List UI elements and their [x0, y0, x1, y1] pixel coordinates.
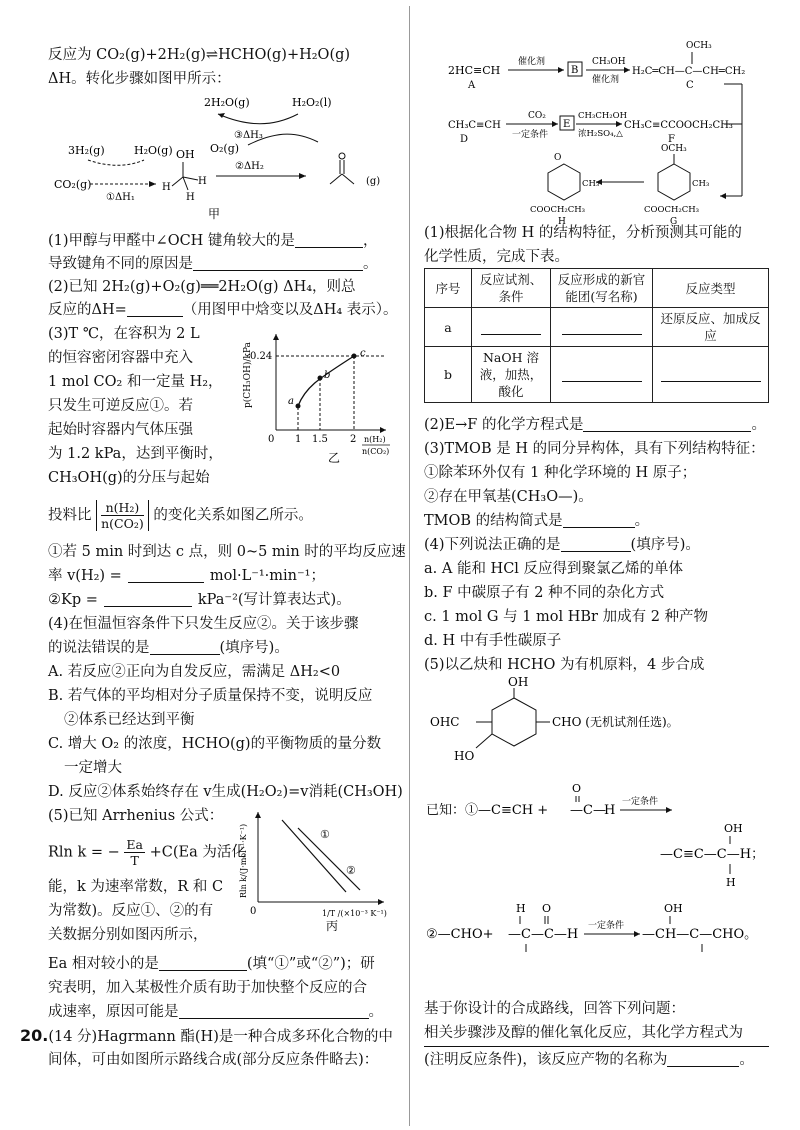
column-divider — [409, 6, 410, 1126]
fig-jia-g: (g) — [366, 176, 381, 187]
fig-jia-o2: O₂(g) — [210, 142, 240, 155]
route-g-sub: COOCH₂CH₃ — [644, 205, 700, 215]
q2-line1: (2)已知 2H₂(g)+O₂(g)══2H₂O(g) ΔH₄，则总 — [48, 279, 356, 295]
route-a: 2HC≡CH — [448, 64, 501, 77]
route-h-sub: COOCH₂CH₃ — [530, 205, 586, 215]
route-h-o: O — [554, 153, 562, 163]
p3-line4: TMOB 的结构简式是 。 — [424, 513, 650, 529]
k1-oh: OH — [724, 822, 743, 835]
q3-sub1: ①若 5 min 时到达 c 点，则 0~5 min 时的平均反应速 — [48, 544, 406, 560]
fig-yi-x0: 0 — [268, 434, 275, 445]
q3-line5: 起始时容器内气体压强 — [48, 422, 193, 438]
q2-blank[interactable] — [127, 302, 183, 317]
k1-h2: H — [726, 876, 736, 889]
target-molecule — [424, 676, 769, 766]
route-c-label: C — [686, 80, 694, 91]
q3-line2: 的恒容密闭容器中充入 — [48, 350, 193, 366]
k2-oh: OH — [664, 902, 683, 915]
table-cell: a — [425, 308, 472, 347]
figure-yi — [236, 326, 393, 466]
route-g-ch3: CH₃ — [692, 179, 710, 189]
fig-yi-caption: 乙 — [328, 451, 341, 465]
route-g-och3: OCH₃ — [661, 144, 687, 154]
q4-option-a: A. 若反应②正向为自发反应，需满足 ΔH₂<0 — [48, 664, 341, 680]
p3-line2: ①除苯环外仅有 1 种化学环境的 H 原子； — [424, 465, 697, 481]
route-d-label: D — [460, 134, 469, 145]
route-box-e: E — [563, 119, 571, 130]
figure-jia — [48, 92, 393, 224]
q20-line1: 20.(14 分)Hagrmann 酯(H)是一种合成多环化合物的中 — [20, 1026, 393, 1045]
route-ch3oh: CH₃OH — [592, 57, 626, 67]
known-label: 已知：① — [426, 803, 479, 818]
p4-option-d: d. H 中有手性碳原子 — [424, 633, 562, 649]
p1-line1: (1)根据化合物 H 的结构特征，分析预测其可能的 — [424, 225, 742, 241]
reaction-equation: 反应为 CO₂(g)+2H₂(g)⇌HCHO(g)+H₂O(g) — [48, 47, 351, 63]
fig-bing-l1: ① — [320, 828, 330, 841]
route-f-label: F — [668, 134, 675, 145]
q3-kp-blank[interactable] — [104, 592, 192, 607]
route-a-label: A — [468, 80, 476, 91]
fig-jia-h1: H — [162, 182, 171, 193]
p4-option-a: a. A 能和 HCl 反应得到聚氯乙烯的单体 — [424, 561, 684, 577]
p4-line1: (4)下列说法正确的是 (填序号)。 — [424, 537, 700, 553]
table-row — [425, 347, 769, 403]
q5-line5: 关数据分别如图丙所示， — [48, 927, 208, 943]
fig-yi-ylabel: p(CH₃OH)/kPa — [243, 342, 253, 408]
fig-bing-xlabel: 1/T /(×10⁻³ K⁻¹) — [322, 909, 387, 918]
p4-option-b: b. F 中碳原子有 2 种不同的杂化方式 — [424, 585, 665, 601]
q5-arrhenius: Rln k = − $\frac{Ea}{T}$ +C(Ea 为活化 — [48, 837, 246, 868]
table-cell-blank[interactable] — [551, 347, 653, 403]
fig-yi-pa: a — [288, 396, 294, 407]
q4-option-b2: ②体系已经达到平衡 — [64, 712, 195, 728]
p8-blank[interactable] — [667, 1052, 739, 1067]
table-header: 反应形成的新官能团(写名称) — [551, 269, 653, 308]
fig-bing-l2: ② — [346, 864, 356, 877]
fig-jia-2h2o: 2H₂O(g) — [204, 96, 250, 109]
p3-line3: ②存在甲氧基(CH₃O—)。 — [424, 489, 593, 505]
svg-text:—C—C—H: —C—C—H — [508, 927, 579, 942]
route-d: CH₃C≡CH — [448, 120, 501, 131]
k2-cond: 一定条件 — [588, 921, 625, 931]
q1-blank2[interactable] — [193, 256, 363, 271]
route-f: CH₃C≡CCOOCH₂CH₃ — [624, 120, 733, 131]
route-c: H₂C═CH—C—CH═CH₂ — [632, 66, 746, 77]
fig-jia-h2og: H₂O(g) — [134, 144, 173, 157]
route-cat: 催化剂 — [518, 57, 546, 67]
table-row — [425, 308, 769, 347]
table-header: 反应试剂、条件 — [472, 269, 551, 308]
fig-yi-xnum: n(H₂) — [364, 435, 386, 444]
q20-line2: 间体，可由如图所示路线合成(部分反应条件略去)： — [48, 1052, 379, 1068]
table-cell: 还原反应、加成反应 — [653, 308, 769, 347]
q3-line7: CH₃OH(g)的分压与起始 — [48, 470, 210, 486]
q4-option-c2: 一定增大 — [64, 760, 122, 776]
q3-line3: 1 mol CO₂ 和一定量 H₂， — [48, 374, 223, 390]
q5-fraction: $\frac{Ea}{T}$ — [126, 837, 143, 868]
q4-line2: 的说法错误的是 (填序号)。 — [48, 640, 289, 656]
k1-cond: 一定条件 — [622, 797, 659, 807]
property-table — [424, 268, 769, 403]
route-h2so4: 浓H₂SO₄,△ — [578, 129, 623, 139]
route-cat2: 催化剂 — [592, 75, 620, 85]
p3-blank[interactable] — [563, 513, 635, 528]
target-ho: HO — [454, 749, 475, 763]
q5-blank1[interactable] — [159, 956, 247, 971]
q4-blank[interactable] — [150, 640, 220, 655]
k1-h: H — [604, 803, 616, 818]
fig-yi-x15: 1.5 — [312, 434, 328, 445]
fig-yi-x1: 1 — [295, 434, 302, 445]
q3-line4: 只发生可逆反应①。若 — [48, 398, 193, 414]
fig-jia-co2: CO₂(g) — [54, 178, 92, 191]
k2-prod: —CH—C—CHO。 — [642, 927, 758, 942]
fig-jia-3h2: 3H₂(g) — [68, 144, 105, 157]
p1-line2: 化学性质，完成下表。 — [424, 249, 569, 265]
q3-line1: (3)T ℃，在容积为 2 L — [48, 326, 200, 342]
q1-blank1[interactable] — [295, 233, 363, 248]
p3-line1: (3)TMOB 是 H 的同分异构体，具有下列结构特征： — [424, 441, 765, 457]
fig-jia-oh: OH — [176, 148, 195, 161]
p2-line: (2)E→F 的化学方程式是 。 — [424, 417, 766, 433]
fig-jia-h2o2l: H₂O₂(l) — [292, 96, 332, 109]
p4-blank[interactable] — [561, 537, 631, 552]
q5-blank2[interactable] — [179, 1004, 369, 1019]
route-h-ch3: CH₃ — [582, 179, 600, 189]
route-cond: 一定条件 — [512, 130, 549, 140]
q1-line2: 导致键角不同的原因是 。 — [48, 256, 378, 272]
fig-yi-x2: 2 — [350, 434, 357, 445]
k1-prod: —C≡C—C—H； — [660, 847, 765, 862]
q3-ratio-fraction: $\frac{\text{n(H₂)}}{\text{n(CO₂)}}$ — [96, 500, 149, 531]
table-cell: b — [425, 347, 472, 403]
route-g-label: G — [670, 217, 678, 227]
fig-bing-x0: 0 — [250, 906, 257, 917]
table-header: 反应类型 — [653, 269, 769, 308]
q5-line1: (5)已知 Arrhenius 公式： — [48, 808, 224, 824]
fig-jia-step3: ③ΔH₃ — [234, 130, 263, 141]
q4-option-c1: C. 增大 O₂ 的浓度，HCHO(g)的平衡物质的量分数 — [48, 736, 382, 752]
route-h-label: H — [558, 217, 566, 227]
fig-yi-xden: n(CO₂) — [362, 447, 390, 456]
q3-sub2: ②Kp = kPa⁻²(写计算表达式)。 — [48, 592, 351, 608]
target-ohc: OHC — [430, 715, 460, 729]
q5-line6: Ea 相对较小的是 (填“①”或“②”)；研 — [48, 956, 375, 972]
p4-option-c: c. 1 mol G 与 1 mol HBr 加成有 2 种产物 — [424, 609, 709, 625]
table-cell-blank[interactable] — [551, 308, 653, 347]
k1-o: O — [572, 782, 582, 795]
fig-jia-step2: ②ΔH₂ — [235, 161, 264, 172]
svg-text:—C—: —C— — [570, 803, 606, 818]
q2-line2: 反应的ΔH= （用图甲中焓变以及ΔH₄ 表示）。 — [48, 302, 398, 318]
table-cell-blank[interactable] — [472, 308, 551, 347]
fig-jia-h2: H — [198, 176, 207, 187]
p8-line: (注明反应条件)，该反应产物的名称为 。 — [424, 1052, 754, 1068]
fig-jia-step1: ①ΔH₁ — [106, 192, 135, 203]
k2-left: ②—CHO+ — [426, 927, 494, 942]
q4-option-d: D. 反应②体系始终存在 v生成(H₂O₂)=v消耗(CH₃OH) — [48, 784, 403, 800]
fig-bing-caption: 丙 — [326, 919, 339, 933]
q1-line1: (1)甲醇与甲醛中∠OCH 键角较大的是 ， — [48, 233, 378, 249]
fig-bing-ylabel: Rln k/(J·mol⁻¹·K⁻¹) — [239, 823, 248, 898]
target-cho: CHO (无机试剂任选)。 — [552, 715, 679, 729]
q5-line4: 为常数)。反应①、②的有 — [48, 903, 214, 919]
route-c-och3: OCH₃ — [686, 41, 712, 51]
q3-sub1b: 率 v(H₂) = mol·L⁻¹·min⁻¹； — [48, 568, 325, 584]
p2-blank[interactable] — [583, 417, 751, 432]
p6-line: 基于你设计的合成路线，回答下列问题： — [424, 1001, 685, 1017]
table-header: 序号 — [425, 269, 472, 308]
route-box-b: B — [571, 65, 579, 76]
table-cell: NaOH 溶液，加热，酸化 — [472, 347, 551, 403]
q4-line1: (4)在恒温恒容条件下只发生反应②。关于该步骤 — [48, 616, 359, 632]
figure-bing — [234, 806, 393, 934]
k2-h: H — [516, 902, 526, 915]
p5-line1: (5)以乙炔和 HCHO 为有机原料，4 步合成 — [424, 657, 705, 673]
fig-yi-pc: c — [360, 348, 366, 359]
q5-line8: 成速率，原因可能是 。 — [48, 1004, 383, 1020]
fig-yi-y024: 0.24 — [250, 351, 273, 362]
q3-line6: 为 1.2 kPa，达到平衡时， — [48, 446, 223, 462]
fig-jia-caption: 甲 — [208, 207, 221, 221]
table-cell-blank[interactable] — [653, 347, 769, 403]
q3-ratio-line: 投料比 $\frac{\text{n(H₂)}}{\text{n(CO₂)}}$ 的变化关系如图乙所示。 — [48, 500, 313, 531]
fig-yi-pb: b — [324, 370, 331, 381]
target-oh: OH — [508, 675, 529, 689]
q5-line7: 究表明，加入某极性介质有助于加快整个反应的合 — [48, 980, 367, 996]
q5-line3: 能，k 为速率常数，R 和 C — [48, 879, 224, 895]
table-header-row — [425, 269, 769, 308]
synthesis-route — [424, 36, 769, 227]
k2-o: O — [542, 902, 552, 915]
known-reactions — [424, 782, 769, 988]
p7-line: 相关步骤涉及醇的催化氧化反应，其化学方程式为 — [424, 1025, 743, 1041]
p7-answer-line[interactable] — [424, 1046, 769, 1047]
fig-jia-h3: H — [186, 192, 195, 203]
route-co2: CO₂ — [528, 111, 546, 121]
k1-left: —C≡CH + — [478, 803, 549, 818]
intro-text: ΔH。转化步骤如图甲所示： — [48, 71, 231, 87]
route-ch3ch2oh: CH₃CH₂OH — [578, 111, 628, 121]
q4-option-b1: B. 若气体的平均相对分子质量保持不变，说明反应 — [48, 688, 373, 704]
q3-rate-blank[interactable] — [128, 568, 204, 583]
